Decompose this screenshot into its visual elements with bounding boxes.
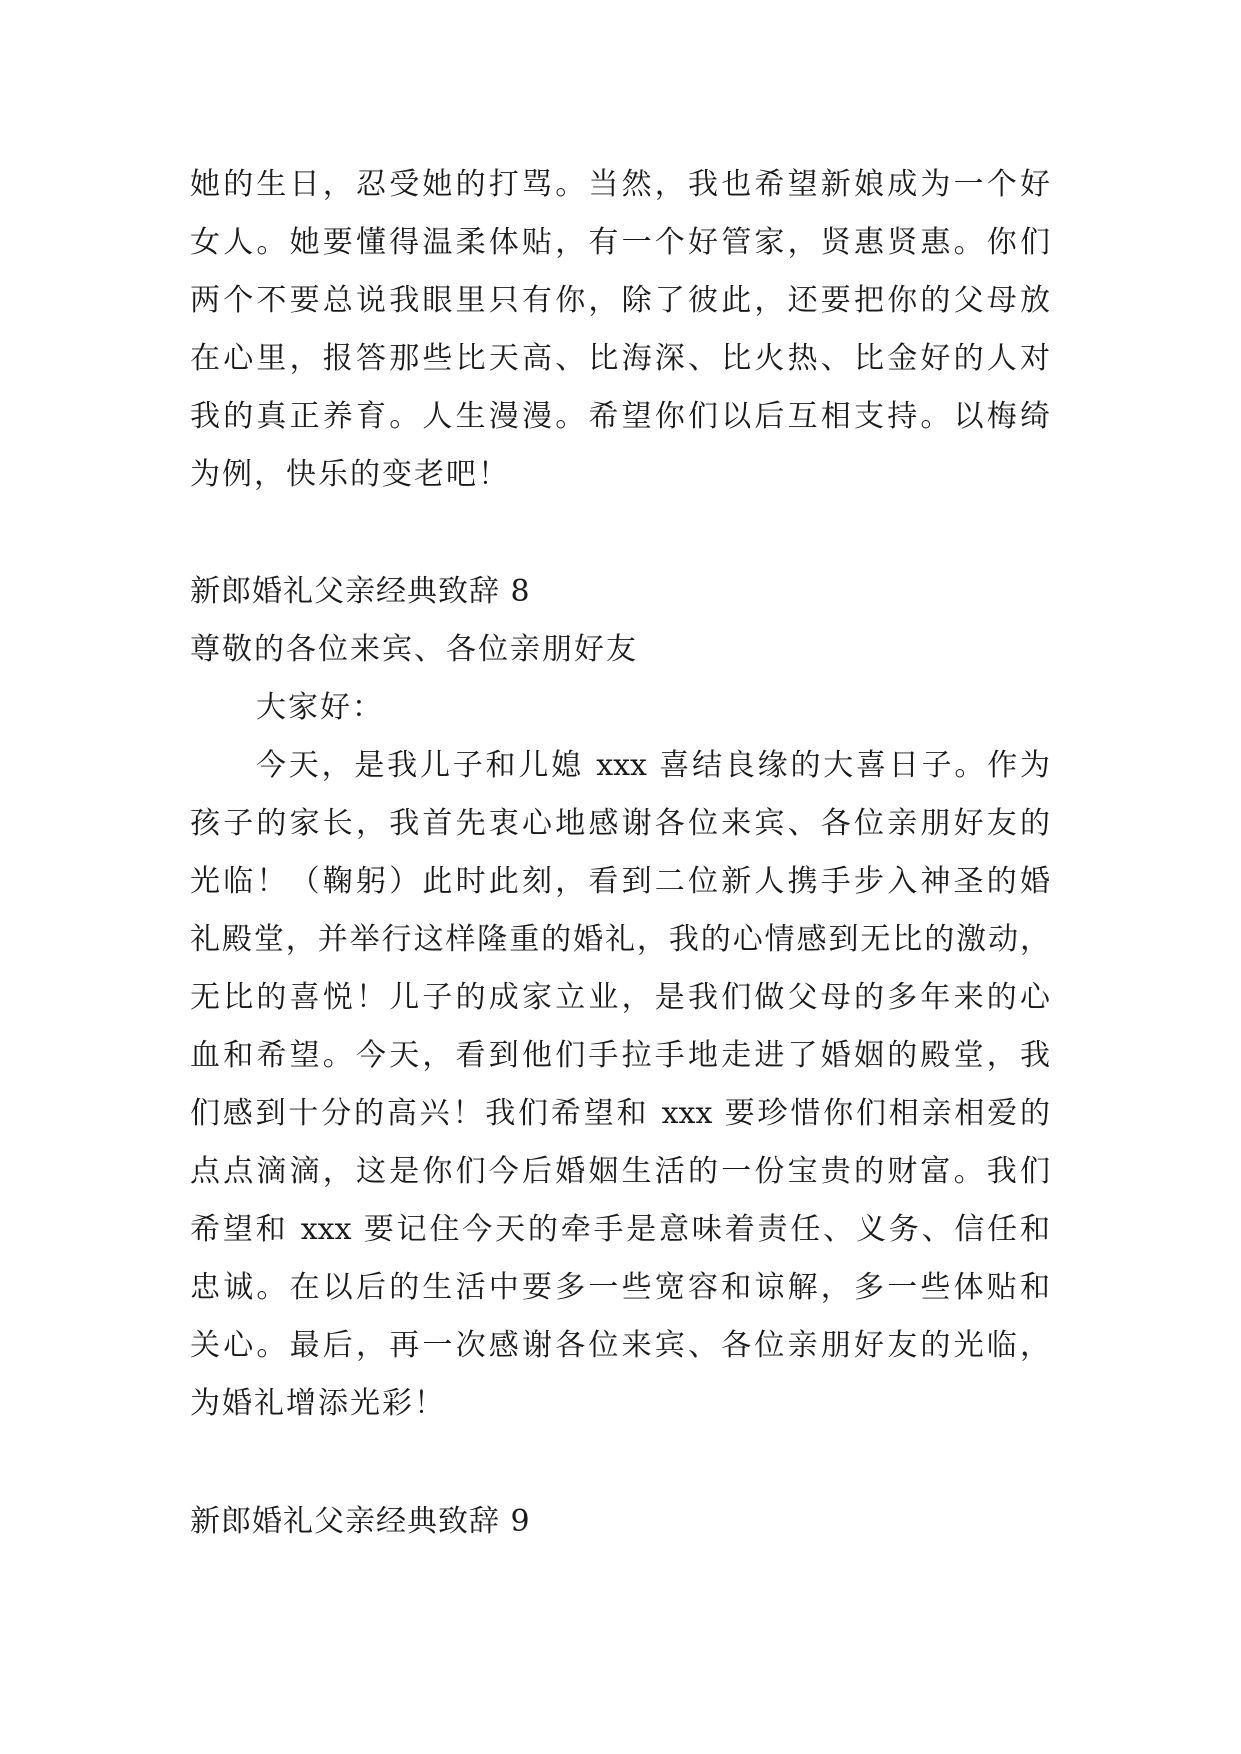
paragraph-line: 为例，快乐的变老吧！ (190, 457, 510, 492)
greeting: 大家好： (256, 690, 384, 725)
paragraph-line: 我的真正养育。人生漫漫。希望你们以后互相支持。以梅绮 (190, 399, 1050, 434)
paragraph-line: 为婚礼增添光彩！ (190, 1386, 446, 1421)
paragraph-line: 她的生日，忍受她的打骂。当然，我也希望新娘成为一个好 (190, 167, 1050, 202)
paragraph-line: 关心。最后，再一次感谢各位来宾、各位亲朋好友的光临， (190, 1328, 1050, 1363)
paragraph-line: 礼殿堂，并举行这样隆重的婚礼，我的心情感到无比的激动， (190, 922, 1050, 957)
paragraph-line: 点点滴滴，这是你们今后婚姻生活的一份宝贵的财富。我们 (190, 1154, 1050, 1189)
paragraph-line: 血和希望。今天，看到他们手拉手地走进了婚姻的殿堂，我 (190, 1038, 1050, 1073)
paragraph-line: 们感到十分的高兴！我们希望和 xxx 要珍惜你们相亲相爱的 (190, 1096, 1050, 1131)
section-heading: 新郎婚礼父亲经典致辞 9 (190, 1504, 531, 1539)
section-heading: 新郎婚礼父亲经典致辞 8 (190, 574, 531, 609)
paragraph-line: 希望和 xxx 要记住今天的牵手是意味着责任、义务、信任和 (190, 1212, 1050, 1247)
salutation: 尊敬的各位来宾、各位亲朋好友 (190, 632, 638, 667)
paragraph-line: 今天，是我儿子和儿媳 xxx 喜结良缘的大喜日子。作为 (256, 748, 1050, 783)
paragraph-line: 女人。她要懂得温柔体贴，有一个好管家，贤惠贤惠。你们 (190, 225, 1050, 260)
paragraph-line: 孩子的家长，我首先衷心地感谢各位来宾、各位亲朋好友的 (190, 806, 1050, 841)
paragraph-line: 两个不要总说我眼里只有你，除了彼此，还要把你的父母放 (190, 283, 1050, 318)
paragraph-line: 忠诚。在以后的生活中要多一些宽容和谅解，多一些体贴和 (190, 1270, 1050, 1305)
paragraph-line: 无比的喜悦！儿子的成家立业，是我们做父母的多年来的心 (190, 980, 1050, 1015)
paragraph-line: 在心里，报答那些比天高、比海深、比火热、比金好的人对 (190, 341, 1050, 376)
paragraph-line: 光临！（鞠躬）此时此刻，看到二位新人携手步入神圣的婚 (190, 864, 1050, 899)
